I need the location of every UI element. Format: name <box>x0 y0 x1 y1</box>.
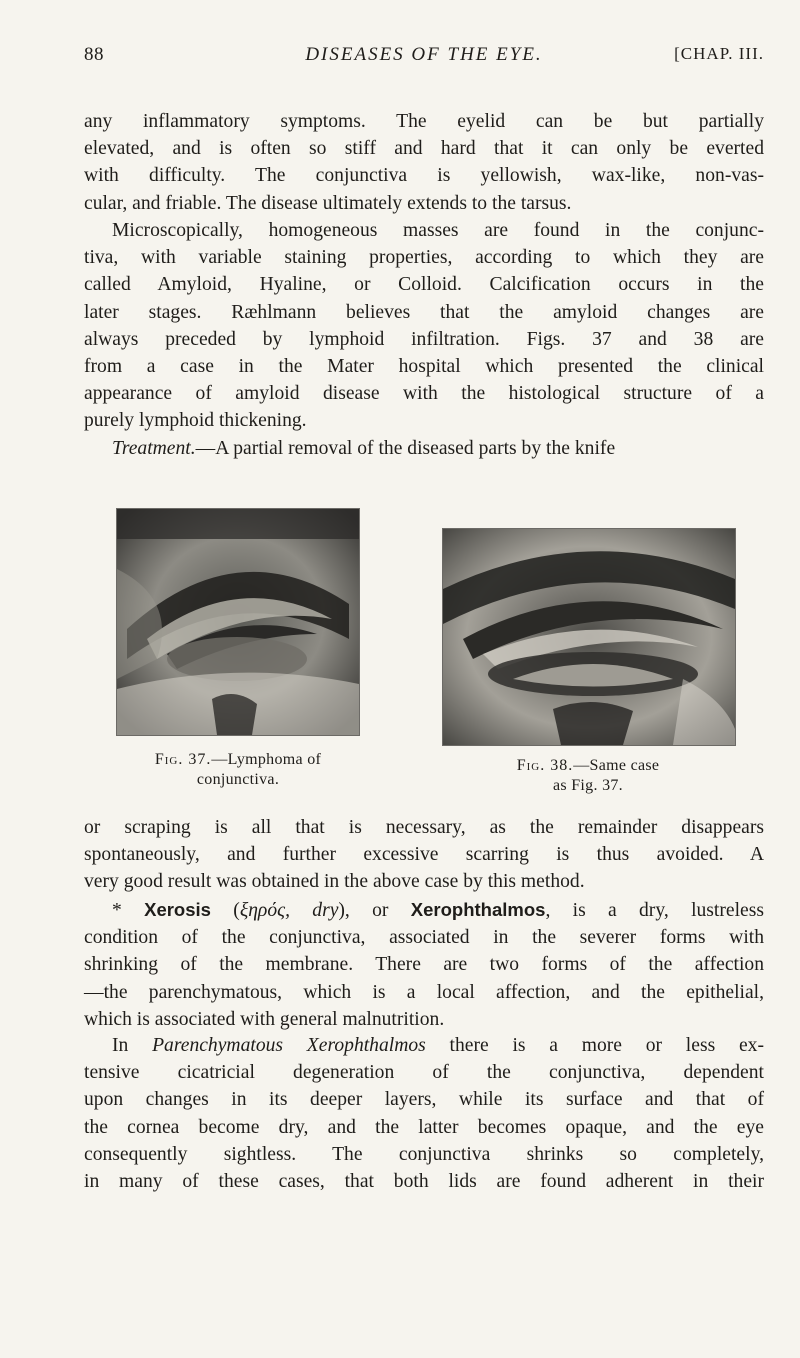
figure-37-number: Fig. 37. <box>154 751 212 768</box>
text-line: elevated, and is often so stiff and hard that it can only be everted <box>84 138 764 160</box>
figure-37 <box>116 508 360 800</box>
text-line: condition of the conjunctiva, associated in the severer forms with <box>84 927 764 949</box>
text-line: purely lymphoid thickening. <box>84 410 307 432</box>
gloss: , dry <box>285 900 339 921</box>
figure-38-caption-line2: as Fig. 37. <box>553 777 623 794</box>
paragraph-parenchymatous <box>84 1032 764 1195</box>
text-line: with difficulty. The conjunctiva is yellowish, wax-like, non-vas- <box>84 165 764 187</box>
eye-photo-icon <box>443 529 735 745</box>
text-line: tensive cicatricial degeneration of the conjunctiva, dependent <box>84 1062 764 1084</box>
figure-38-caption <box>442 756 734 796</box>
treatment-label: Treatment. <box>112 438 196 459</box>
text-line: cular, and friable. The disease ultimately extends to the tarsus. <box>84 192 572 214</box>
text-line: the cornea become dry, and the latter becomes opaque, and the eye <box>84 1116 764 1138</box>
term-parenchymatous: Parenchymatous Xerophthalmos <box>152 1035 426 1056</box>
text-fragment: there is a more or less ex- <box>425 1035 764 1056</box>
paragraph-microscopic <box>84 217 764 435</box>
text-line: —the parenchymatous, which is a local affection, and the epithelial, <box>84 981 764 1003</box>
paragraph-treatment-continued <box>84 814 764 896</box>
text-line <box>84 1032 764 1059</box>
text-line: spontaneously, and further excessive scarring is thus avoided. A <box>84 844 764 866</box>
text-line: called Amyloid, Hyaline, or Colloid. Calcification occurs in the <box>84 274 764 296</box>
text-line: tiva, with variable staining properties, according to which they are <box>84 247 764 269</box>
text-line: in many of these cases, that both lids are found adherent in their <box>84 1171 764 1193</box>
text-line: upon changes in its deeper layers, while its surface and that of <box>84 1089 764 1111</box>
text-line: later stages. Ræhlmann believes that the amyloid changes are <box>84 301 764 323</box>
figure-37-photo <box>116 508 360 736</box>
text-line: which is associated with general malnutrition. <box>84 1008 445 1030</box>
treatment-text: —A partial removal of the diseased parts by the knife <box>195 438 616 459</box>
text-line: consequently sightless. The conjunctiva shrinks so completely, <box>84 1143 764 1165</box>
text-line: always preceded by lymphoid infiltration. Figs. 37 and 38 are <box>84 328 764 350</box>
paragraph-treatment <box>84 435 764 462</box>
footnote-star: * <box>112 900 145 921</box>
text-line <box>84 896 764 924</box>
text-line: any inflammatory symptoms. The eyelid can be but partially <box>84 111 764 132</box>
page-number: 88 <box>84 44 104 65</box>
figure-37-caption <box>116 750 360 790</box>
greek-word: ξηρός <box>239 900 286 921</box>
running-head <box>84 36 764 72</box>
text-line: Microscopically, homogeneous masses are found in the conjunc- <box>112 220 764 241</box>
text-line: from a case in the Mater hospital which presented the clinical <box>84 356 764 378</box>
term-xerosis: Xerosis <box>144 899 211 920</box>
text-fragment: In <box>112 1035 153 1056</box>
text-fragment: ), or <box>338 900 411 921</box>
figure-37-caption-line2: conjunctiva. <box>196 771 280 788</box>
text-line <box>84 435 764 462</box>
paragraph-continuation <box>84 108 764 217</box>
text-line: or scraping is all that is necessary, as the remainder disappears <box>84 817 764 838</box>
eye-photo-icon <box>117 509 359 735</box>
figure-37-caption-line1: —Lymphoma of <box>211 751 322 768</box>
term-xerophthalmos: Xerophthalmos <box>410 899 546 920</box>
text-line: appearance of amyloid disease with the histological structure of a <box>84 383 764 405</box>
text-fragment: ( <box>210 900 240 921</box>
running-title: DISEASES OF THE EYE. <box>305 44 543 65</box>
text-fragment: , is a dry, lustreless <box>545 900 764 921</box>
figure-38-number: Fig. 38. <box>516 757 574 774</box>
text-line: shrinking of the membrane. There are two forms of the affection <box>84 954 764 976</box>
chapter-marker: [CHAP. III. <box>674 44 764 63</box>
figure-38-caption-line1: —Same case <box>573 757 660 774</box>
figure-38 <box>440 528 736 798</box>
text-line: very good result was obtained in the above case by this method. <box>84 871 585 893</box>
figure-38-photo <box>442 528 736 746</box>
paragraph-xerosis <box>84 896 764 1033</box>
